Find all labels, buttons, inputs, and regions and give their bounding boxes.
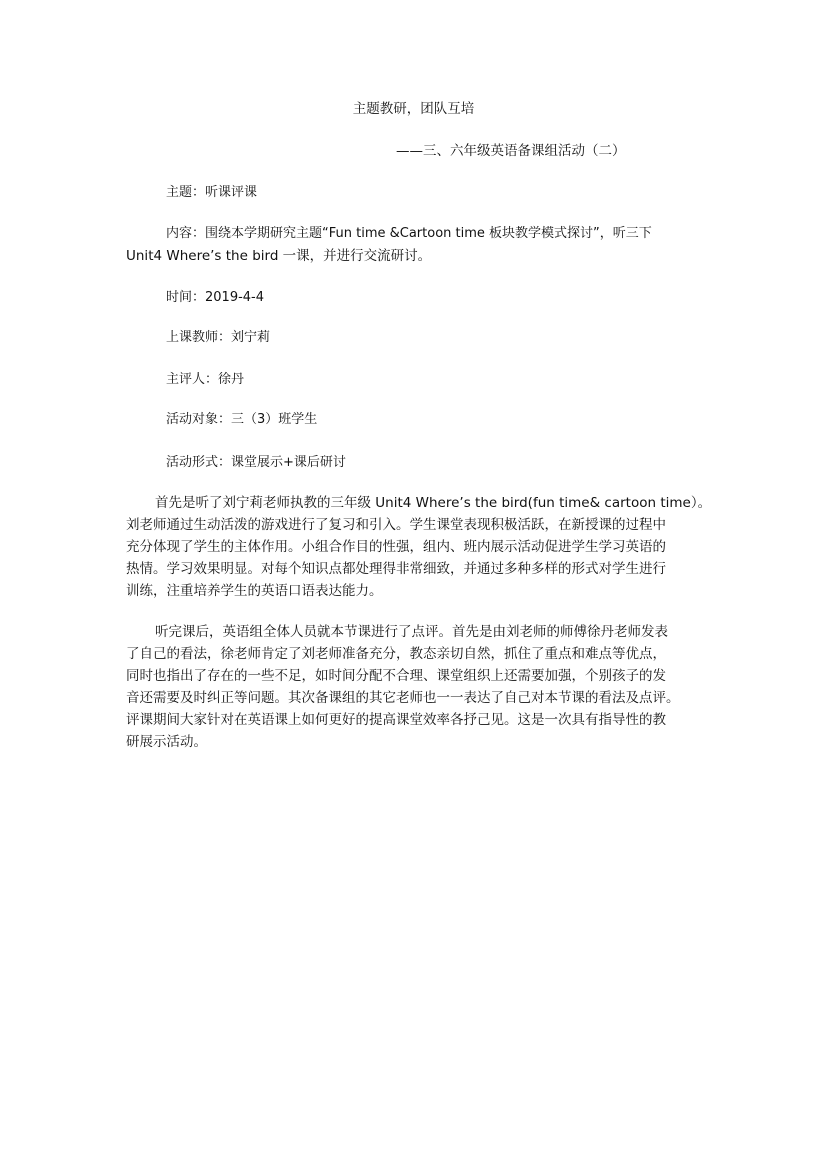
paragraph-2-line: 评课期间大家针对在英语课上如何更好的提高课堂效率各抒己见。这是一次具有指导性的教 (126, 712, 666, 728)
paragraph-2-line: 了自己的看法，徐老师肯定了刘老师准备充分，教态亲切自然，抓住了重点和难点等优点， (126, 646, 666, 662)
paragraph-2-line: 听完课后，英语组全体人员就本节课进行了点评。首先是由刘老师的师傅徐丹老师发表 (155, 624, 668, 640)
content-field-line-1: 内容：围绕本学期研究主题“Fun time &Cartoon time 板块教学模式探讨”，听三下 (166, 226, 652, 241)
document-subtitle: ——三、六年级英语备课组活动（二） (396, 143, 626, 159)
paragraph-1-line: 首先是听了刘宁莉老师执教的三年级 Unit4 Where’s the bird(fun time& cartoon time）。 (155, 495, 712, 511)
paragraph-2-line: 研展示活动。 (126, 734, 207, 750)
reviewer-field: 主评人：徐丹 (166, 372, 245, 387)
content-field-line-2: Unit4 Where’s the bird 一课，并进行交流研讨。 (126, 248, 432, 264)
paragraph-1-line: 训练，注重培养学生的英语口语表达能力。 (126, 583, 383, 599)
document-title: 主题教研，团队互培 (352, 101, 475, 117)
format-field: 活动形式：课堂展示+课后研讨 (166, 455, 346, 470)
paragraph-2-line: 同时也指出了存在的一些不足，如时间分配不合理、课堂组织上还需要加强，个别孩子的发 (126, 668, 666, 684)
paragraph-1-line: 刘老师通过生动活泼的游戏进行了复习和引入。学生课堂表现积极活跃，在新授课的过程中 (126, 517, 666, 533)
paragraph-1-line: 热情。学习效果明显。对每个知识点都处理得非常细致，并通过多种多样的形式对学生进行 (126, 561, 666, 577)
paragraph-2-line: 音还需要及时纠正等问题。其次备课组的其它老师也一一表达了自己对本节课的看法及点评。 (126, 690, 680, 706)
audience-field: 活动对象：三（3）班学生 (166, 412, 318, 427)
topic-field: 主题：听课评课 (166, 185, 258, 200)
time-field: 时间：2019-4-4 (166, 290, 265, 305)
paragraph-1-line: 充分体现了学生的主体作用。小组合作目的性强，组内、班内展示活动促进学生学习英语的 (126, 539, 666, 555)
teacher-field: 上课教师：刘宁莉 (166, 330, 271, 345)
